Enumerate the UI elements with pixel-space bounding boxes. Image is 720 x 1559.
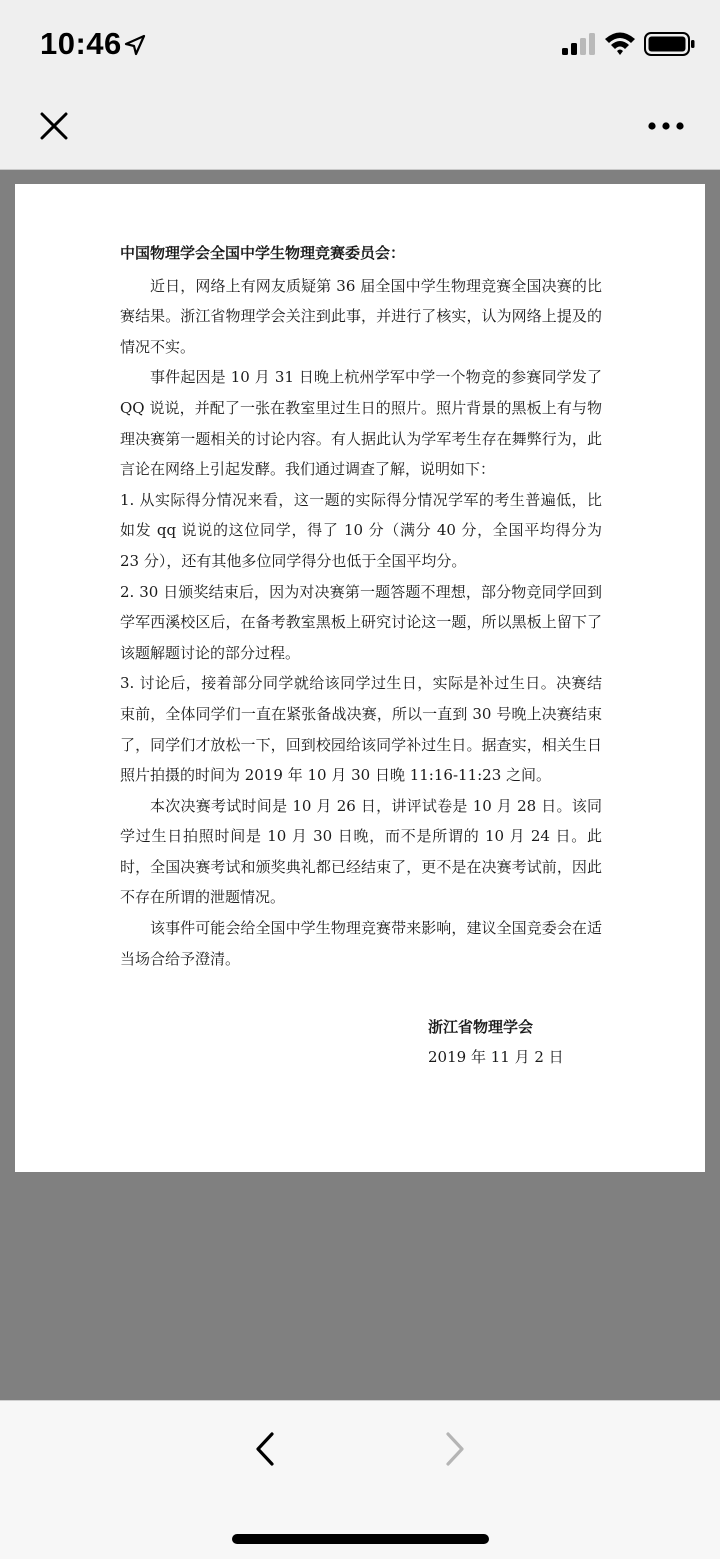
top-bar [0,0,720,170]
paragraph-cause: 事件起因是 10 月 31 日晚上杭州学军中学一个物竞的参赛同学发了 QQ 说说，并配了一张在教室里过生日的照片。照片背景的黑板上有与物理决赛第一题相关的讨论内容。有人据此认为学军考生存在舞弊行为，此言论在网络上引起发酵。我们通过调查了解，说明如下： [120,368,602,479]
paragraph-point-3: 3. 讨论后，接着部分同学就给该同学过生日，实际是补过生日。决赛结束前，全体同学们一直在紧张备战决赛，所以一直到 30 号晚上决赛结束了，同学们才放松一下，回到校园给该同学补过生日。据查实，相关生日照片拍摄的时间为 2019 年 10 月 30 日晚 11:16-11:23 之间。 [120,674,602,785]
signature-block [428,1012,564,1072]
signature-org: 浙江省物理学会 [428,1018,534,1036]
chevron-right-icon [440,1429,470,1469]
home-indicator[interactable] [232,1534,489,1544]
paragraph-conclusion: 该事件可能会给全国中学生物理竞赛带来影响，建议全国竞委会在适当场合给予澄清。 [120,919,602,968]
cellular-signal-icon [562,33,598,55]
document-body [120,238,602,974]
bottom-toolbar [0,1400,720,1559]
paragraph-intro: 近日，网络上有网友质疑第 36 届全国中学生物理竞赛全国决赛的比赛结果。浙江省物理学会关注到此事，并进行了核实，认为网络上提及的情况不实。 [120,276,602,356]
document-heading: 中国物理学会全国中学生物理竞赛委员会： [120,244,406,262]
paragraph-point-2: 2. 30 日颁奖结束后，因为对决赛第一题答题不理想，部分物竞同学回到学军西溪校区后，在备考教室黑板上研究讨论这一题，所以黑板上留下了该题解题讨论的部分过程。 [120,582,602,662]
status-time: 10:46 [40,26,122,61]
paragraph-point-1: 1. 从实际得分情况来看，这一题的实际得分情况学军的考生普遍低，比如发 qq 说说的这位同学，得了 10 分（满分 40 分，全国平均得分为 23 分），还有其他多位同学得分也低于全国平均分。 [120,490,602,570]
chevron-left-icon[interactable] [250,1429,280,1469]
location-arrow-icon [124,34,146,56]
battery-icon [644,32,696,56]
more-icon[interactable] [646,116,686,136]
signature-date: 2019 年 11 月 2 日 [428,1048,564,1066]
paragraph-timeline: 本次决赛考试时间是 10 月 26 日，讲评试卷是 10 月 28 日。该同学过生日拍照时间是 10 月 30 日晚，而不是所谓的 10 月 24 日。此时，全国决赛考试和颁奖典礼都已经结束了，更不是在决赛考试前，因此不存在所谓的泄题情况。 [120,796,602,907]
close-icon[interactable] [36,108,72,144]
document-page [15,184,705,1172]
wifi-icon [604,30,636,56]
